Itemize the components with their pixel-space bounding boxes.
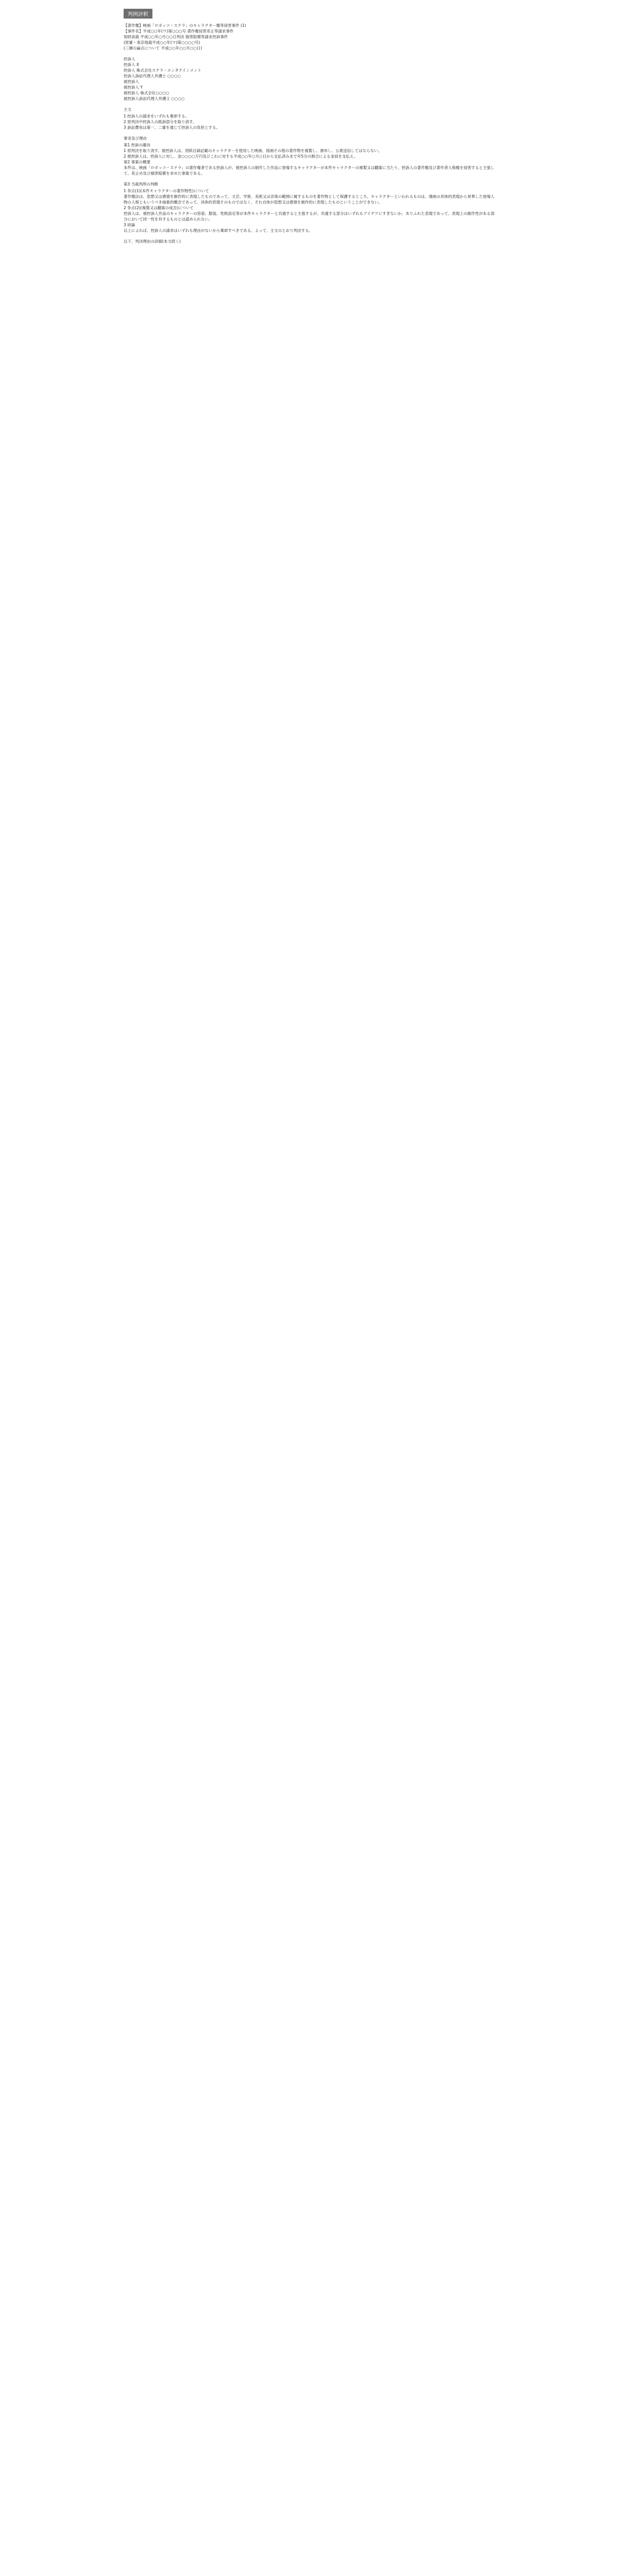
section-heading: 第3 当裁判所の判断 — [124, 182, 159, 187]
section-judgment — [124, 181, 494, 233]
paragraph: 2 被控訴人は、控訴人に対し、金○○○○万円及びこれに対する平成○○年○月○日から支払済みまで年5分の割合による金員を支払え。 — [124, 154, 358, 159]
party-line: 控訴人 — [124, 57, 135, 61]
paragraph: 2 原判決中控訴人の敗訴部分を取り消す。 — [124, 120, 197, 124]
paragraph: 控訴人は、被控訴人作品のキャラクターの容姿、服装、性格設定等が本件キャラクターと共通すると主張するが、共通する部分はいずれもアイデアにすぎないか、ありふれた表現であって、表現上の創作性がある部分において同一性を有するものとは認められない。 — [124, 211, 494, 222]
party-line: 被控訴人 — [124, 79, 139, 84]
party-line: 控訴人 株式会社ステラ・エンタテインメント — [124, 68, 202, 73]
continued-note: 以下、判決理由の詳細(本文続く) — [124, 239, 181, 244]
paragraph: 第1 控訴の趣旨 — [124, 143, 151, 147]
party-line: 控訴人訴訟代理人弁護士 ○○○○ — [124, 74, 181, 78]
continued-body — [124, 239, 494, 244]
case-meta-line: (原審・東京地裁平成○○年(ワ)第○○○○号) — [124, 40, 200, 45]
paragraph: 1 原判決を取り消す。被控訴人は、別紙目録記載のキャラクターを使用した映画、図画その他の著作物を複製し、頒布し、公衆送信してはならない。 — [124, 148, 382, 153]
document — [124, 8, 494, 244]
party-line: 被控訴人 Y — [124, 85, 143, 90]
paragraph: 以上によれば、控訴人の請求はいずれも理由がないから棄却すべきである。よって、主文のとおり判決する。 — [124, 228, 313, 233]
paragraph: 3 訴訟費用は第一、二審を通じて控訴人の負担とする。 — [124, 125, 220, 130]
party-line: 被控訴人訴訟代理人弁護士 ○○○○ — [124, 96, 185, 101]
parties-block — [124, 56, 494, 101]
party-line: 控訴人 X — [124, 62, 140, 67]
paragraph: 著作権法は、思想又は感情を創作的に表現したものであって、文芸、学術、美術又は音楽の範囲に属するものを著作物として保護するところ、キャラクターといわれるものは、漫画の具体的表現から昇華した登場人物の人格ともいうべき抽象的概念であって、具体的表現そのものではなく、それ自体が思想又は感情を創作的に表現したものということができない。 — [124, 194, 494, 205]
party-line: 被控訴人 株式会社○○○○ — [124, 91, 169, 95]
section-heading: 主文 — [124, 107, 131, 112]
case-meta-line: (三層の論点について 平成○○年○○月○○日) — [124, 46, 202, 50]
paragraph: 本件は、映画「ロボッコ・ステラ」の著作権者である控訴人が、被控訴人の制作した作品に登場するキャラクターが本件キャラクターの複製又は翻案に当たり、控訴人の著作権及び著作者人格権を侵害すると主張して、差止め及び損害賠償を求めた事案である。 — [124, 165, 494, 176]
section-facts — [124, 135, 494, 176]
paragraph: 3 結論 — [124, 223, 135, 227]
paragraph: 1 控訴人の請求をいずれも棄却する。 — [124, 114, 190, 118]
paragraph: 2 争点(2)(複製又は翻案の成否)について — [124, 206, 194, 210]
case-meta-line: 【事件名】平成○○年(ワ)第○○○号 著作権侵害差止等請求事件 — [124, 29, 234, 33]
section-main-text — [124, 107, 494, 130]
section-heading: 事実及び理由 — [124, 136, 147, 141]
paragraph: 1 争点(1)(本件キャラクターの著作物性)について — [124, 189, 209, 193]
paragraph: 第2 事案の概要 — [124, 160, 151, 164]
case-meta-line: 知財高裁 平成○○年○月○○日判決 損害賠償等請求控訴事件 — [124, 35, 228, 39]
case-header — [124, 23, 494, 51]
case-title: 【著作権】映画「ロボッコ・ステラ」のキャラクター権等侵害事件 (1) — [124, 23, 246, 28]
category-badge: 判例評釈 — [124, 9, 152, 19]
